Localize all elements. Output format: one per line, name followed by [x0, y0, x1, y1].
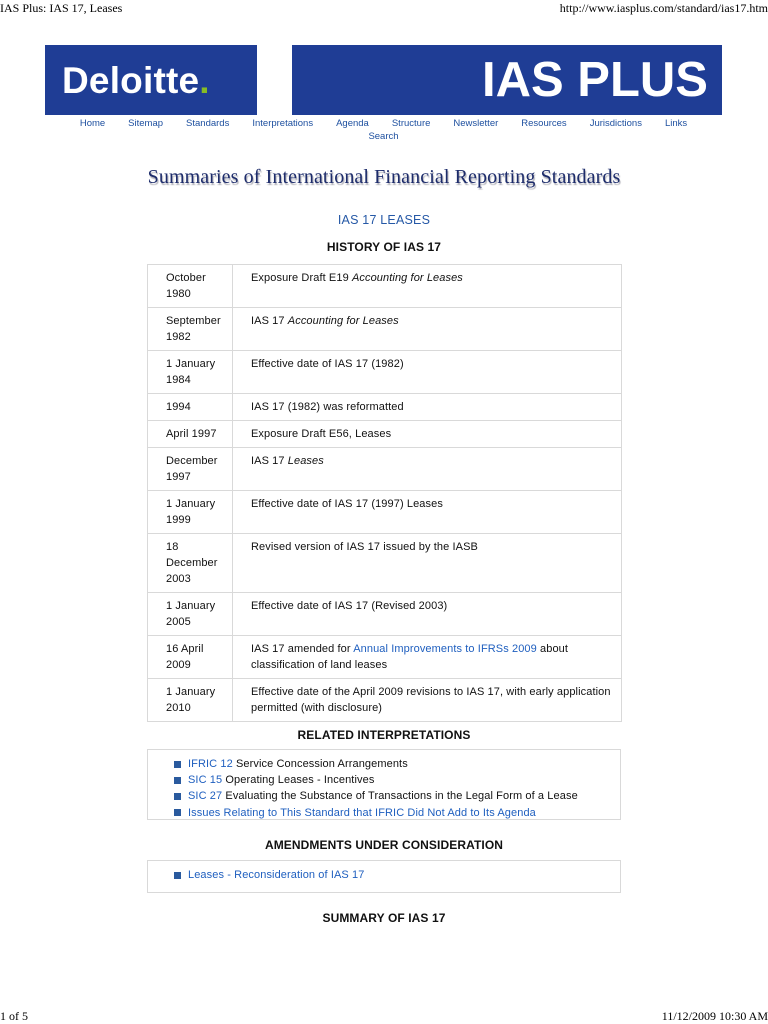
print-footer-page: 1 of 5 — [0, 1009, 28, 1023]
table-row — [148, 308, 622, 351]
table-row — [148, 491, 622, 534]
history-event — [233, 679, 622, 722]
history-event-text: about classification of land leases — [251, 643, 569, 671]
nav-link-sitemap[interactable]: Sitemap — [128, 118, 164, 129]
history-event — [233, 534, 622, 593]
history-event — [233, 593, 622, 636]
table-row — [148, 679, 622, 722]
nav-link-jurisdictions[interactable]: Jurisdictions — [589, 118, 642, 129]
page-title: Summaries of International Financial Reporting Standards — [147, 166, 621, 188]
history-event-text: Effective date of IAS 17 (Revised 2003) — [251, 600, 448, 612]
related-interpretations-list — [147, 749, 621, 820]
section-heading-amendments: AMENDMENTS UNDER CONSIDERATION — [264, 838, 504, 852]
deloitte-logo[interactable] — [45, 45, 257, 115]
history-event-text: IAS 17 — [251, 315, 285, 327]
history-event-text: Exposure Draft E19 — [251, 272, 349, 284]
nav-link-standards[interactable]: Standards — [186, 118, 230, 129]
history-date: 1 January 1984 — [148, 351, 233, 394]
history-event-text: Effective date of the April 2009 revisions to IAS 17, with early application permitted (with disclosure) — [251, 686, 611, 714]
history-date: 1 January 2010 — [148, 679, 233, 722]
history-date: 18 December 2003 — [148, 534, 233, 593]
history-event-title: Accounting for Leases — [351, 272, 463, 284]
amendments-list — [147, 860, 621, 893]
history-event — [233, 265, 622, 308]
list-item — [148, 772, 620, 788]
history-event — [233, 491, 622, 534]
table-row — [148, 351, 622, 394]
square-bullet-icon — [174, 809, 181, 816]
list-item-text: Evaluating the Substance of Transactions in the Legal Form of a Lease — [225, 790, 578, 803]
nav-row — [45, 117, 722, 130]
leases-reconsideration-link[interactable]: Leases - Reconsideration of IAS 17 — [188, 869, 365, 881]
ifric-agenda-issues-link[interactable]: Issues Relating to This Standard that IFRIC Did Not Add to Its Agenda — [188, 806, 536, 819]
history-event-title: Leases — [287, 455, 324, 467]
nav-link-links[interactable]: Links — [664, 118, 688, 129]
section-heading-related: RELATED INTERPRETATIONS — [297, 728, 471, 742]
standard-title: IAS 17 LEASES — [337, 213, 431, 227]
list-item — [148, 756, 620, 772]
list-item — [148, 867, 620, 883]
history-event-text: Effective date of IAS 17 (1997) Leases — [251, 498, 443, 510]
history-date: December 1997 — [148, 448, 233, 491]
list-item — [148, 805, 620, 821]
logo-green-dot: . — [199, 59, 210, 101]
history-event-text: Exposure Draft E56, Leases — [251, 428, 392, 440]
logo-wordmark: Deloitte — [62, 59, 200, 101]
history-event — [233, 448, 622, 491]
annual-improvements-link[interactable]: Annual Improvements to IFRSs 2009 — [353, 643, 537, 655]
section-heading-history: HISTORY OF IAS 17 — [326, 240, 442, 254]
history-date: 1 January 1999 — [148, 491, 233, 534]
site-banner[interactable] — [292, 45, 722, 115]
list-item-text: Operating Leases - Incentives — [225, 774, 375, 787]
table-row — [148, 593, 622, 636]
table-row — [148, 448, 622, 491]
site-name: IAS PLUS — [482, 52, 708, 107]
nav-link-resources[interactable]: Resources — [521, 118, 567, 129]
history-event — [233, 394, 622, 421]
history-date: April 1997 — [148, 421, 233, 448]
nav-link-interpretations[interactable]: Interpretations — [252, 118, 314, 129]
square-bullet-icon — [174, 761, 181, 768]
list-item — [148, 788, 620, 804]
list-item-text: Service Concession Arrangements — [235, 758, 408, 770]
history-event-text: Effective date of IAS 17 (1982) — [251, 358, 404, 370]
print-header-title: IAS Plus: IAS 17, Leases — [0, 1, 123, 15]
history-date: October 1980 — [148, 265, 233, 308]
print-header-url: http://www.iasplus.com/standard/ias17.htm — [559, 1, 768, 15]
sic-27-link[interactable]: SIC 27 — [188, 790, 223, 803]
section-heading-summary: SUMMARY OF IAS 17 — [322, 911, 446, 925]
nav-row — [45, 130, 722, 143]
history-date: 1994 — [148, 394, 233, 421]
table-row — [148, 394, 622, 421]
square-bullet-icon — [174, 872, 181, 879]
history-date: 1 January 2005 — [148, 593, 233, 636]
nav-link-search[interactable]: Search — [368, 131, 399, 142]
history-event-title: Accounting for Leases — [287, 315, 399, 327]
main-nav — [45, 117, 722, 143]
nav-link-home[interactable]: Home — [79, 118, 106, 129]
table-row — [148, 534, 622, 593]
history-event — [233, 308, 622, 351]
sic-15-link[interactable]: SIC 15 — [188, 774, 223, 787]
nav-link-agenda[interactable]: Agenda — [336, 118, 369, 129]
nav-link-newsletter[interactable]: Newsletter — [453, 118, 499, 129]
nav-link-structure[interactable]: Structure — [391, 118, 431, 129]
square-bullet-icon — [174, 777, 181, 784]
history-date: 16 April 2009 — [148, 636, 233, 679]
table-row — [148, 636, 622, 679]
table-row — [148, 421, 622, 448]
ifric-12-link[interactable]: IFRIC 12 — [188, 758, 233, 770]
history-event-text: Revised version of IAS 17 issued by the IASB — [251, 541, 478, 553]
history-event — [233, 421, 622, 448]
history-event-text: IAS 17 (1982) was reformatted — [251, 401, 404, 413]
history-table — [147, 264, 622, 722]
print-footer-datetime: 11/12/2009 10:30 AM — [661, 1009, 768, 1023]
history-event-text: IAS 17 — [251, 455, 285, 467]
table-row — [148, 265, 622, 308]
history-date: September 1982 — [148, 308, 233, 351]
history-event — [233, 636, 622, 679]
history-event-text: IAS 17 amended for — [251, 643, 351, 655]
square-bullet-icon — [174, 793, 181, 800]
history-event — [233, 351, 622, 394]
